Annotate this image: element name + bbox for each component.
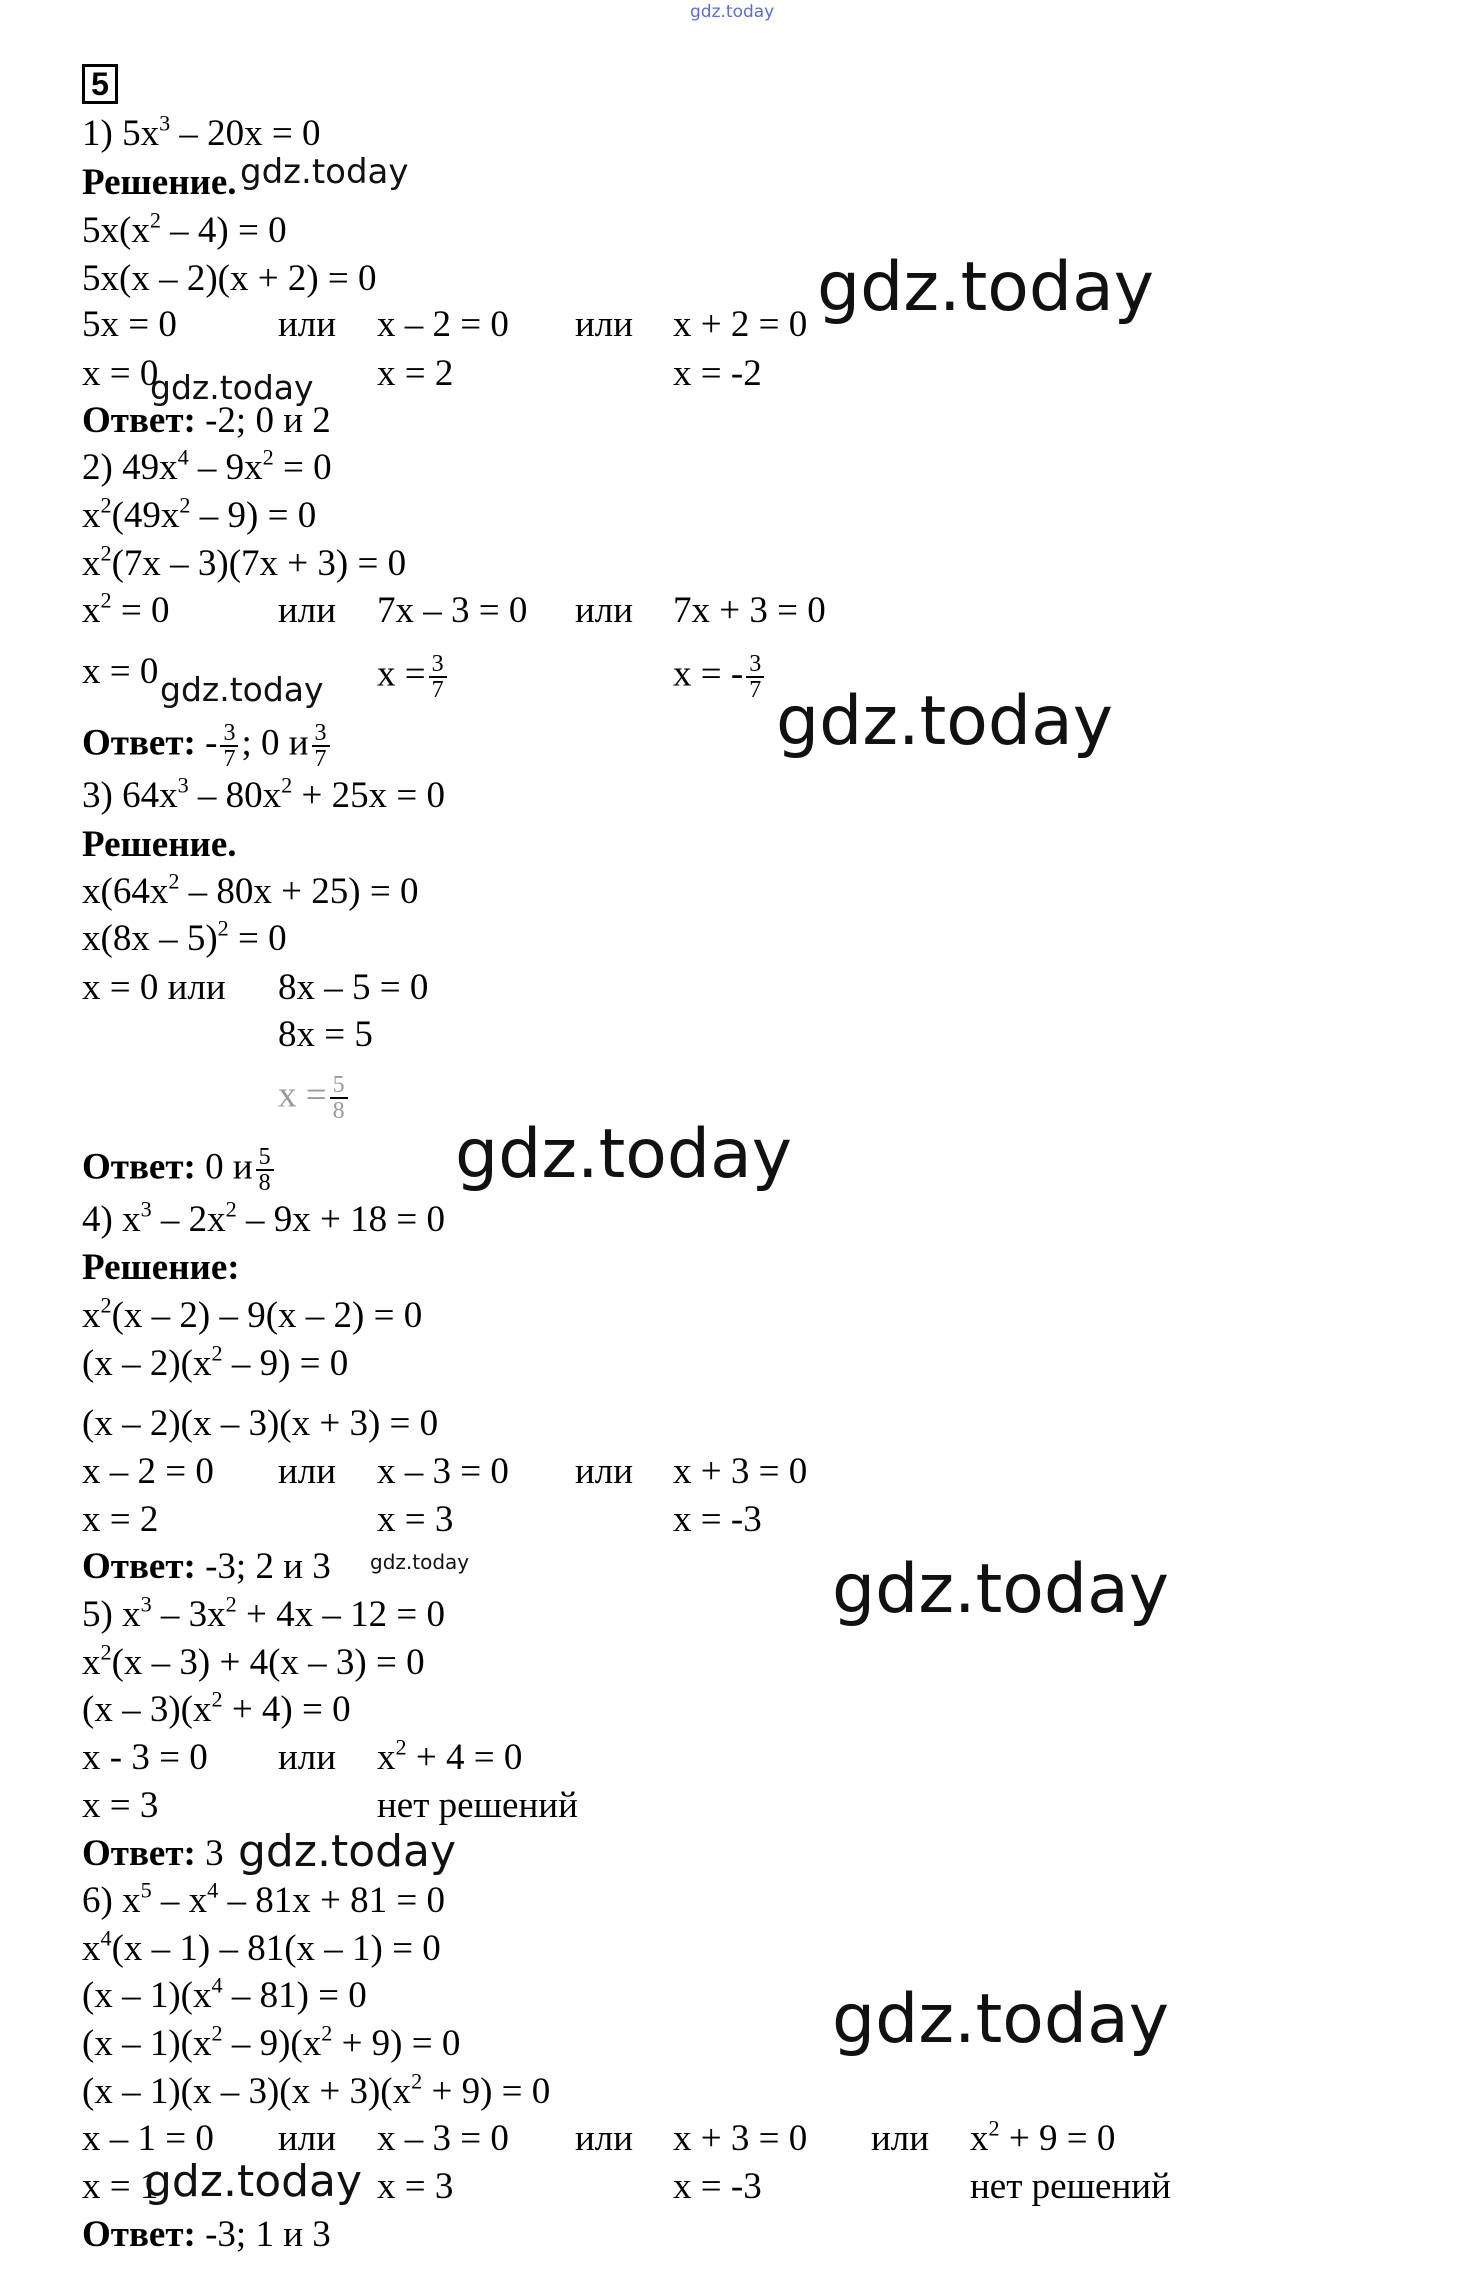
p2-root3: x = - $\frac{3}{7}$ [673, 652, 767, 702]
p4-case3: x + 3 = 0 [673, 1451, 808, 1492]
problem-number: 5 [82, 64, 118, 104]
p3-solution-label: Решение. [82, 824, 237, 865]
p3-answer: Ответ: 0 и $\frac{5}{8}$ [82, 1145, 277, 1195]
p6-case3: x + 3 = 0 [673, 2118, 808, 2159]
p3-step3: x = 0 или [82, 967, 226, 1008]
p6-step4: $(x - 1)(x - 3)(x + 3)(x^2 + 9) = 0$ [82, 2068, 551, 2112]
p1-step2: 5x(x – 2)(x + 2) = 0 [82, 258, 377, 299]
p2-case1: $x^2 = 0$ [82, 587, 170, 631]
p5-root1: x = 3 [82, 1785, 159, 1826]
p5-answer: Ответ: 3 [82, 1833, 224, 1874]
p5-or1: или [278, 1737, 337, 1778]
p2-or1: или [278, 590, 337, 631]
p5-step1: $x^2(x - 3) + 4(x - 3) = 0$ [82, 1639, 425, 1683]
p1-case1: 5x = 0 [82, 304, 177, 345]
p1-case3: x + 2 = 0 [673, 304, 808, 345]
p1-title: 1) $5x^3 - 20x = 0$ [82, 110, 321, 154]
p1-root1: x = 0 [82, 353, 159, 394]
p2-title: 2) $49x^4 - 9x^2 = 0$ [82, 444, 332, 488]
p5-root2: нет решений [377, 1785, 578, 1826]
watermark: gdz.today [238, 1826, 457, 1877]
p3-title: 3) $64x^3 - 80x^2 + 25x = 0$ [82, 772, 445, 816]
watermark: gdz.today [144, 2156, 363, 2207]
watermark: gdz.today [370, 1550, 470, 1574]
p4-solution-label: Решение: [82, 1247, 240, 1288]
p2-step2: $x^2(7x - 3)(7x + 3) = 0$ [82, 540, 407, 584]
p4-step1: $x^2(x - 2) - 9(x - 2) = 0$ [82, 1292, 423, 1336]
p6-step1: $x^4(x - 1) - 81(x - 1) = 0$ [82, 1925, 441, 1969]
p4-or2: или [575, 1451, 634, 1492]
p6-case2: x – 3 = 0 [377, 2118, 509, 2159]
watermark: gdz.today [832, 1980, 1169, 2059]
p6-or2: или [575, 2118, 634, 2159]
p6-case4: $x^2 + 9 = 0$ [970, 2115, 1116, 2159]
p6-or1: или [278, 2118, 337, 2159]
p5-step2: $(x - 3)(x^2 + 4) = 0$ [82, 1686, 351, 1730]
p6-answer: Ответ: -3; 1 и 3 [82, 2214, 331, 2255]
p6-step2: $(x - 1)(x^4 - 81) = 0$ [82, 1972, 367, 2016]
p2-case3: 7x + 3 = 0 [673, 590, 826, 631]
p2-root1: x = 0 [82, 651, 159, 692]
watermark: gdz.today [150, 368, 314, 407]
p6-root3: x = -3 [673, 2166, 762, 2207]
watermark: gdz.today [832, 1550, 1169, 1629]
p3-step2: x(8x – 5)$^2$ = 0 [82, 915, 287, 959]
p1-answer: Ответ: -2; 0 и 2 [82, 400, 331, 441]
watermark: gdz.today [817, 248, 1154, 327]
header-watermark: gdz.today [690, 2, 775, 22]
p6-or3: или [871, 2118, 930, 2159]
p2-step1: $x^2(49x^2 - 9) = 0$ [82, 492, 317, 536]
p2-answer: Ответ: - $\frac{3}{7}$ ; 0 и $\frac{3}{7}$ [82, 721, 333, 771]
p1-solution-label: Решение. [82, 162, 237, 203]
p3-step4: 8x = 5 [278, 1014, 373, 1055]
p5-title: 5) $x^3 - 3x^2 + 4x - 12 = 0$ [82, 1591, 445, 1635]
watermark: gdz.today [160, 670, 324, 709]
p4-case2: x – 3 = 0 [377, 1451, 509, 1492]
p4-root1: x = 2 [82, 1499, 159, 1540]
p1-root2: x = 2 [377, 353, 454, 394]
p4-or1: или [278, 1451, 337, 1492]
p3-step3b: 8x – 5 = 0 [278, 967, 429, 1008]
p4-root2: x = 3 [377, 1499, 454, 1540]
p2-or2: или [575, 590, 634, 631]
p5-case1: x - 3 = 0 [82, 1737, 208, 1778]
p4-root3: x = -3 [673, 1499, 762, 1540]
p4-case1: x – 2 = 0 [82, 1451, 214, 1492]
p6-case1: x – 1 = 0 [82, 2118, 214, 2159]
watermark: gdz.today [776, 682, 1113, 761]
watermark: gdz.today [240, 152, 409, 192]
p6-root1: x = 1 [82, 2166, 159, 2207]
p4-step2: $(x - 2)(x^2 - 9) = 0$ [82, 1340, 349, 1384]
p3-step5: x = $\frac{5}{8}$ [278, 1073, 351, 1123]
p1-case2: x – 2 = 0 [377, 304, 509, 345]
p4-answer: Ответ: -3; 2 и 3 [82, 1546, 331, 1587]
p6-root4: нет решений [970, 2166, 1171, 2207]
p4-title: 4) $x^3 - 2x^2 - 9x + 18 = 0$ [82, 1196, 445, 1240]
p1-or1: или [278, 304, 337, 345]
p5-case2: $x^2 + 4 = 0$ [377, 1734, 523, 1778]
p4-step3: (x – 2)(x – 3)(x + 3) = 0 [82, 1403, 439, 1444]
p1-step1: $5x(x^2 - 4) = 0$ [82, 207, 287, 251]
p1-root3: x = -2 [673, 353, 762, 394]
p6-title: 6) $x^5 - x^4 - 81x + 81 = 0$ [82, 1877, 445, 1921]
p2-root2: x = $\frac{3}{7}$ [377, 652, 450, 702]
p2-case2: 7x – 3 = 0 [377, 590, 528, 631]
p6-root2: x = 3 [377, 2166, 454, 2207]
p6-step3: $(x - 1)(x^2 - 9)(x^2 + 9) = 0$ [82, 2020, 461, 2064]
p3-step1: $x(64x^2 - 80x + 25) = 0$ [82, 868, 419, 912]
p1-or2: или [575, 304, 634, 345]
watermark: gdz.today [455, 1115, 792, 1194]
